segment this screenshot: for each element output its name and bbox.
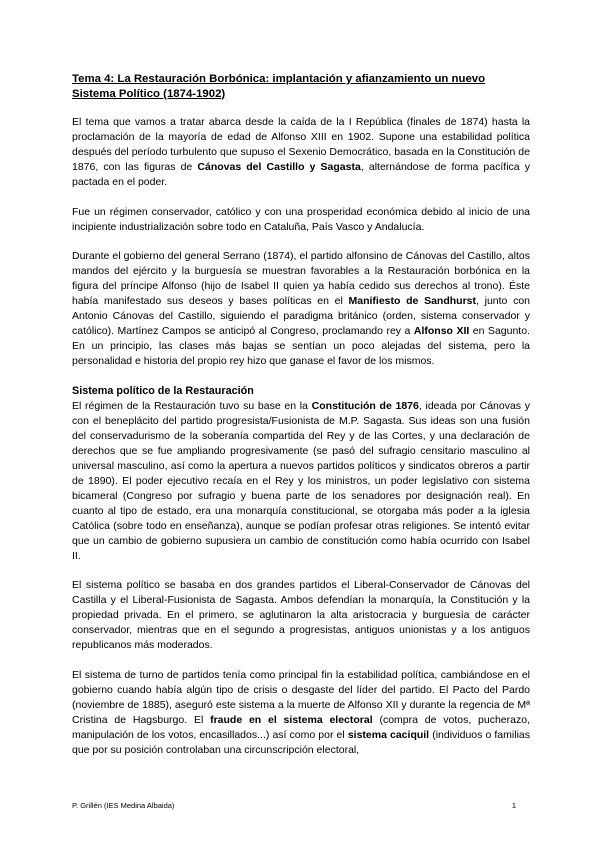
paragraph bbox=[72, 205, 530, 235]
section-heading: Sistema político de la Restauración bbox=[72, 384, 254, 397]
bold-text: Manifiesto de Sandhurst bbox=[348, 295, 476, 307]
paragraph bbox=[72, 578, 530, 653]
paragraph-text: El sistema político se basaba en dos grandes partidos el Liberal-Conservador de Cánovas del Castilla y el Liberal-Fusionista de Sagasta. Ambos defendían la monarquía, la Constitución y la propiedad privada. En el primero, se aglutinaron la alta aristocracia y burguesía de carácter conservador, mientras que en el segundo a progresistas, antiguos unionistas y a los antiguos republicanos más moderados. bbox=[72, 579, 530, 651]
paragraph-text: (compra de votos, pucherazo, manipulación de los votos, encasillados...) así como por el bbox=[72, 713, 530, 741]
footer-author: P. Grillén (IES Medina Albaida) bbox=[72, 801, 175, 810]
paragraph-text: Fue un régimen conservador, católico y con una prosperidad económica debido al inicio de una incipiente industrialización sobre todo en Cataluña, País Vasco y Andalucía. bbox=[72, 205, 530, 233]
paragraph-text: , alternándose de forma pacífica y pactada en el poder. bbox=[72, 161, 530, 188]
section-paragraphs bbox=[72, 399, 530, 758]
page-number: 1 bbox=[511, 801, 516, 810]
paragraph-text: (individuos o familias que por su posición controlaban una circunscripción electoral, bbox=[72, 728, 530, 756]
intro-paragraphs bbox=[72, 115, 530, 369]
document-title: Tema 4: La Restauración Borbónica: implantación y afianzamiento un nuevo Sistema Político (1874-1902) bbox=[72, 73, 486, 100]
paragraph-text: en Sagunto. En un principio, las clases más bajas se sentían un poco alejadas del sistema, pero la personalidad e historia del propio rey hizo que ganase el favor de los mismos. bbox=[72, 325, 530, 367]
bold-text: Constitución de 1876 bbox=[311, 399, 419, 412]
bold-text: sistema caciquil bbox=[347, 728, 430, 741]
paragraph-text: Durante el gobierno del general Serrano (1874), el partido alfonsino de Cánovas del Castillo, altos mandos del ejército y la burguesía se muestran favorables a la Restauración borbónica en la figura del príncipe Alfonso (hijo de Isabel II quien ya había cedido sus derechos al trono). Éste había manifestado sus deseos y bases políticas en el bbox=[72, 250, 530, 307]
paragraph-text: El tema que vamos a tratar abarca desde la caída de la I República (finales de 1874) hasta la proclamación de la mayoría de edad de Alfonso XIII en 1902. Supone una estabilidad política después del período turbulento que supuso el Sexenio Democrático, basada en la Constitución de 1876, con las figuras de bbox=[72, 116, 530, 173]
bold-text: Alfonso XII bbox=[413, 325, 470, 337]
paragraph-text: , ideada por Cánovas y con el beneplácito del partido progresista/Fusionista de M.P. Sagasta. Sus ideas son una fusión del conservadurismo de la soberanía compartida del Rey y de las Cortes, y una declaración de derechos que se fue ampliando progresivamente (se pasó del sufragio censitario masculino al universal masculino, así como la apertura a nuevos partidos políticos y sindicatos obreros a partir de 1890). El poder ejecutivo recaía en el Rey y los ministros, un poder legislativo con sistema bicameral (Congreso por sufragio y buena parte de los senadores por designación real). En cuanto al tipo de estado, era una monarquía constitucional, se otorgaba más poder a la iglesia Católica (sobre todo en enseñanza), aunque se podían profesar otras religiones. Se intentó evitar que un cambio de gobierno supusiera un cambio de constitución como había ocurrido con Isabel II. bbox=[72, 399, 531, 562]
page-footer bbox=[72, 801, 516, 810]
bold-text: Cánovas del Castillo y Sagasta bbox=[197, 161, 361, 173]
paragraph bbox=[72, 668, 530, 758]
paragraph bbox=[72, 249, 530, 369]
paragraph bbox=[72, 399, 530, 564]
paragraph-text: , junto con Antonio Cánovas del Castillo, siguiendo el paradigma británico (orden, sistema conservador y católico). Martínez Campos se anticipó al Congreso, proclamando rey a bbox=[72, 295, 530, 337]
document-page bbox=[72, 72, 530, 772]
paragraph-text: El sistema de turno de partidos tenía como principal fin la estabilidad política, cambiándose en el gobierno cuando había algún tipo de crisis o desgaste del líder del partido. El Pacto del Pardo (noviembre de 1885), aseguró este sistema a la muerte de Alfonso XII y durante la regencia de Mª Cristina de Hagsburgo. El bbox=[72, 668, 530, 726]
paragraph-text: El régimen de la Restauración tuvo su base en la bbox=[72, 399, 312, 412]
bold-text: fraude en el sistema electoral bbox=[210, 713, 373, 726]
paragraph bbox=[72, 115, 530, 190]
